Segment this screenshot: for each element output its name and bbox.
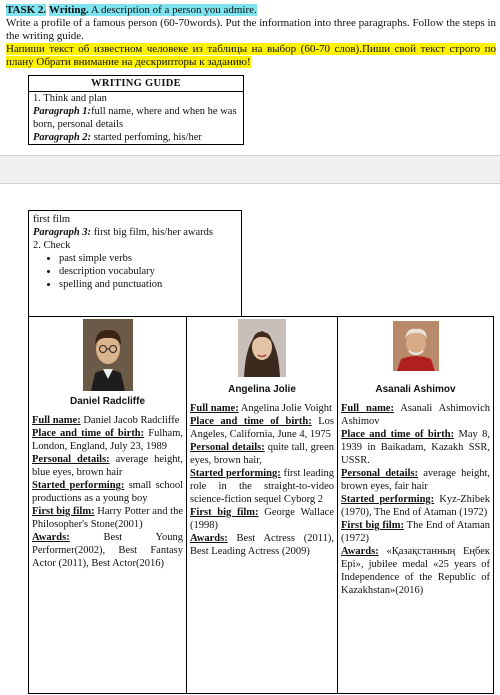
started-performing-row xyxy=(190,467,334,506)
full-name-row xyxy=(190,402,334,415)
full-name-label: Full name: xyxy=(190,403,239,414)
first-big-film-value: The End of Ataman (1972) xyxy=(341,520,490,544)
birth-label: Place and time of birth: xyxy=(190,416,312,427)
person-name: Asanali Ashimov xyxy=(375,384,456,395)
guide-paragraph-3 xyxy=(33,226,237,239)
check-item: • spelling and punctuation xyxy=(59,278,237,291)
writing-guide-continued xyxy=(28,210,242,316)
guide-paragraph-2 xyxy=(29,131,243,144)
birth-row xyxy=(190,415,334,441)
first-big-film-value: George Wallace (1998) xyxy=(190,507,334,531)
started-performing-value: first leading role in the straight-to-video science-fiction sequel Cyborg 2 xyxy=(190,468,334,505)
writing-guide-heading: WRITING GUIDE xyxy=(29,76,243,92)
awards-label: Awards: xyxy=(341,546,379,557)
birth-row xyxy=(341,428,490,467)
personal-details-label: Personal details: xyxy=(190,442,265,453)
started-performing-label: Started performing: xyxy=(341,494,435,505)
check-list xyxy=(33,252,237,291)
person-name: Angelina Jolie xyxy=(228,384,296,395)
person-column-jolie xyxy=(187,317,338,693)
personal-details-value: quite tall, green eyes, brown hair, xyxy=(190,442,334,466)
birth-label: Place and time of birth: xyxy=(32,428,145,439)
instruction-russian: Напиши текст об известном человеке из таблицы на выбор (60-70 слов).Пиши свой текст строго по плану Обрати внимание на дескрипторы к заданию! xyxy=(6,43,496,68)
full-name-value: Daniel Jacob Radcliffe xyxy=(80,415,180,426)
awards-label: Awards: xyxy=(32,532,70,543)
guide-paragraph-2-continued: first film xyxy=(33,214,71,225)
birth-label: Place and time of birth: xyxy=(341,429,455,440)
check-item: • past simple verbs xyxy=(59,252,237,265)
personal-details-value: average height, brown eyes, fair hair xyxy=(341,468,490,492)
task-title-rest: A description of a person you admire. xyxy=(88,4,257,16)
first-big-film-row xyxy=(190,506,334,532)
full-name-label: Full name: xyxy=(341,403,394,414)
people-table xyxy=(28,316,494,694)
first-big-film-value: Harry Potter and the Philosopher's Stone(2001) xyxy=(32,506,184,530)
full-name-value: Asanali Ashimovich Ashimov xyxy=(341,403,490,427)
paragraph-2-label: Paragraph 2: xyxy=(33,132,92,143)
birth-row xyxy=(32,427,183,453)
page-break xyxy=(0,155,500,184)
paragraph-3-text: first big film, his/her awards xyxy=(91,227,213,238)
person-name: Daniel Radcliffe xyxy=(69,396,146,407)
guide-paragraph-1 xyxy=(29,105,243,131)
paragraph-1-label: Paragraph 1: xyxy=(33,106,92,117)
person-photo xyxy=(393,321,439,371)
task-number: TASK 2. xyxy=(6,4,47,16)
awards-row xyxy=(32,531,183,570)
awards-label: Awards: xyxy=(190,533,228,544)
birth-value: Los Angeles, California, June 4, 1975 xyxy=(190,416,335,440)
personal-details-label: Personal details: xyxy=(32,454,110,465)
person-column-radcliffe xyxy=(29,317,187,693)
instruction-english: Write a profile of a famous person (60-70words). Put the information into three paragraphs. Follow the steps in the writing guide. xyxy=(6,17,496,42)
paragraph-1-text: full name, where and when he was born, personal details xyxy=(33,106,237,130)
first-big-film-row xyxy=(341,519,490,545)
started-performing-row xyxy=(341,493,490,519)
awards-row xyxy=(341,545,490,597)
full-name-row xyxy=(32,414,183,427)
birth-value: Fulham, London, England, July 23, 1989 xyxy=(32,428,183,452)
task-title xyxy=(6,4,496,17)
task-header xyxy=(6,4,496,69)
paragraph-2-text: started perfoming, his/her xyxy=(91,132,202,143)
awards-value: Best Actress (2011), Best Leading Actress (2009) xyxy=(190,533,334,557)
full-name-row xyxy=(341,402,490,428)
check-item: • description vocabulary xyxy=(59,265,237,278)
writing-guide xyxy=(28,75,244,145)
started-performing-value: small school productions as a young boy xyxy=(32,480,184,504)
first-big-film-row xyxy=(32,505,183,531)
paragraph-3-label: Paragraph 3: xyxy=(33,227,92,238)
awards-row xyxy=(190,532,334,558)
task-title-bold: Writing. xyxy=(48,4,89,16)
first-big-film-label: First big film: xyxy=(32,506,95,517)
full-name-label: Full name: xyxy=(32,415,81,426)
personal-details-row xyxy=(32,453,183,479)
started-performing-label: Started performing: xyxy=(190,468,281,479)
started-performing-value: Kyz-Zhibek (1970), The End of Ataman (1972) xyxy=(341,494,491,518)
person-photo xyxy=(83,319,133,391)
started-performing-row xyxy=(32,479,183,505)
person-photo xyxy=(238,319,286,377)
personal-details-row xyxy=(190,441,334,467)
started-performing-label: Started performing: xyxy=(32,480,125,491)
first-big-film-label: First big film: xyxy=(341,520,404,531)
awards-value: Best Young Performer(2002), Best Fantasy Actor (2011), Best Actor(2016) xyxy=(32,532,183,569)
first-big-film-label: First big film: xyxy=(190,507,259,518)
guide-step-think: 1. Think and plan xyxy=(33,93,107,104)
personal-details-row xyxy=(341,467,490,493)
birth-value: May 8, 1939 in Baikadam, Kazakh SSR, USSR. xyxy=(341,429,491,466)
person-column-ashimov xyxy=(338,317,493,693)
guide-step-check: 2. Check xyxy=(33,240,71,251)
personal-details-value: average height, blue eyes, brown hair xyxy=(32,454,183,478)
full-name-value: Angelina Jolie Voight xyxy=(238,403,332,414)
awards-value: «Қазақстанның Еңбек Ері», jubilee medal «25 years of Independence of the Republic of Kazakhstan»(2016) xyxy=(341,546,490,596)
personal-details-label: Personal details: xyxy=(341,468,418,479)
